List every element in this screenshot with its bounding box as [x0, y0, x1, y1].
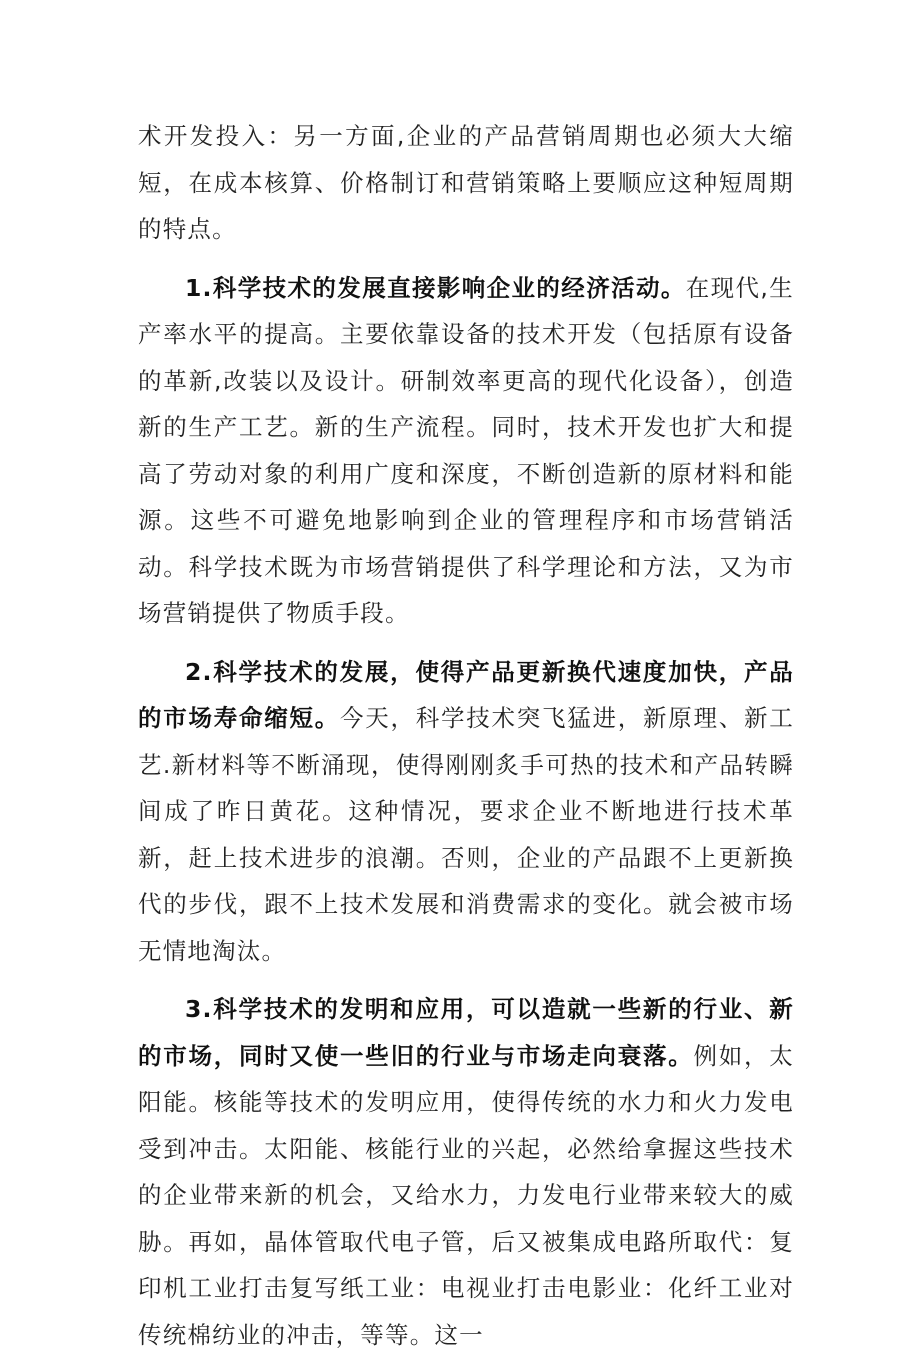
paragraph-body: 在现代,生产率水平的提高。主要依靠设备的技术开发（包括原有设备的革新,改装以及设计。研制效率更高的现代化设备），创造新的生产工艺。新的生产流程。同时，技术开发也扩大和提高了劳动对象的利用广度和深度，不断创造新的原材料和能源。这些不可避免地影响到企业的管理程序和市场营销活动。科学技术既为市场营销提供了科学理论和方法，又为市场营销提供了物质手段。: [138, 273, 794, 627]
paragraph-body: 例如，太阳能。核能等技术的发明应用，使得传统的水力和火力发电受到冲击。太阳能、核能行业的兴起，必然给拿握这些技术的企业带来新的机会，又给水力，力发电行业带来较大的威胁。再如，晶体管取代电子管，后又被集成电路所取代：复印机工业打击复写纸工业：电视业打击电影业：化纤工业对传统棉纺业的冲击，等等。这一: [138, 1041, 794, 1349]
paragraph-continuation: [138, 113, 794, 253]
paragraph-lead: 3.科学技术的发明和应用，可以造就一些新的行业、新的市场，同时又使一些旧的行业与市场走向衰落。: [138, 995, 794, 1070]
paragraph-point-3: [138, 986, 794, 1358]
paragraph-lead: 2.科学技术的发展，使得产品更新换代速度加快，产品的市场寿命缩短。: [138, 657, 794, 732]
paragraph-lead: 1.科学技术的发展直接影响企业的经济活动。: [185, 273, 686, 302]
paragraph-point-1: [138, 265, 794, 637]
body-text: [138, 113, 794, 1358]
paragraph-body: 今天，科学技术突飞猛进，新原理、新工艺.新材料等不断涌现，使得刚刚炙手可热的技术和产品转瞬间成了昨日黄花。这种情况，要求企业不断地进行技术革新，赶上技术进步的浪潮。否则，企业的产品跟不上更新换代的步伐，跟不上技术发展和消费需求的变化。就会被市场无情地淘汰。: [138, 704, 794, 965]
paragraph-body: 术开发投入：另一方面,企业的产品营销周期也必须大大缩短，在成本核算、价格制订和营销策略上要顺应这种短周期的特点。: [138, 122, 794, 243]
paragraph-point-2: [138, 649, 794, 975]
